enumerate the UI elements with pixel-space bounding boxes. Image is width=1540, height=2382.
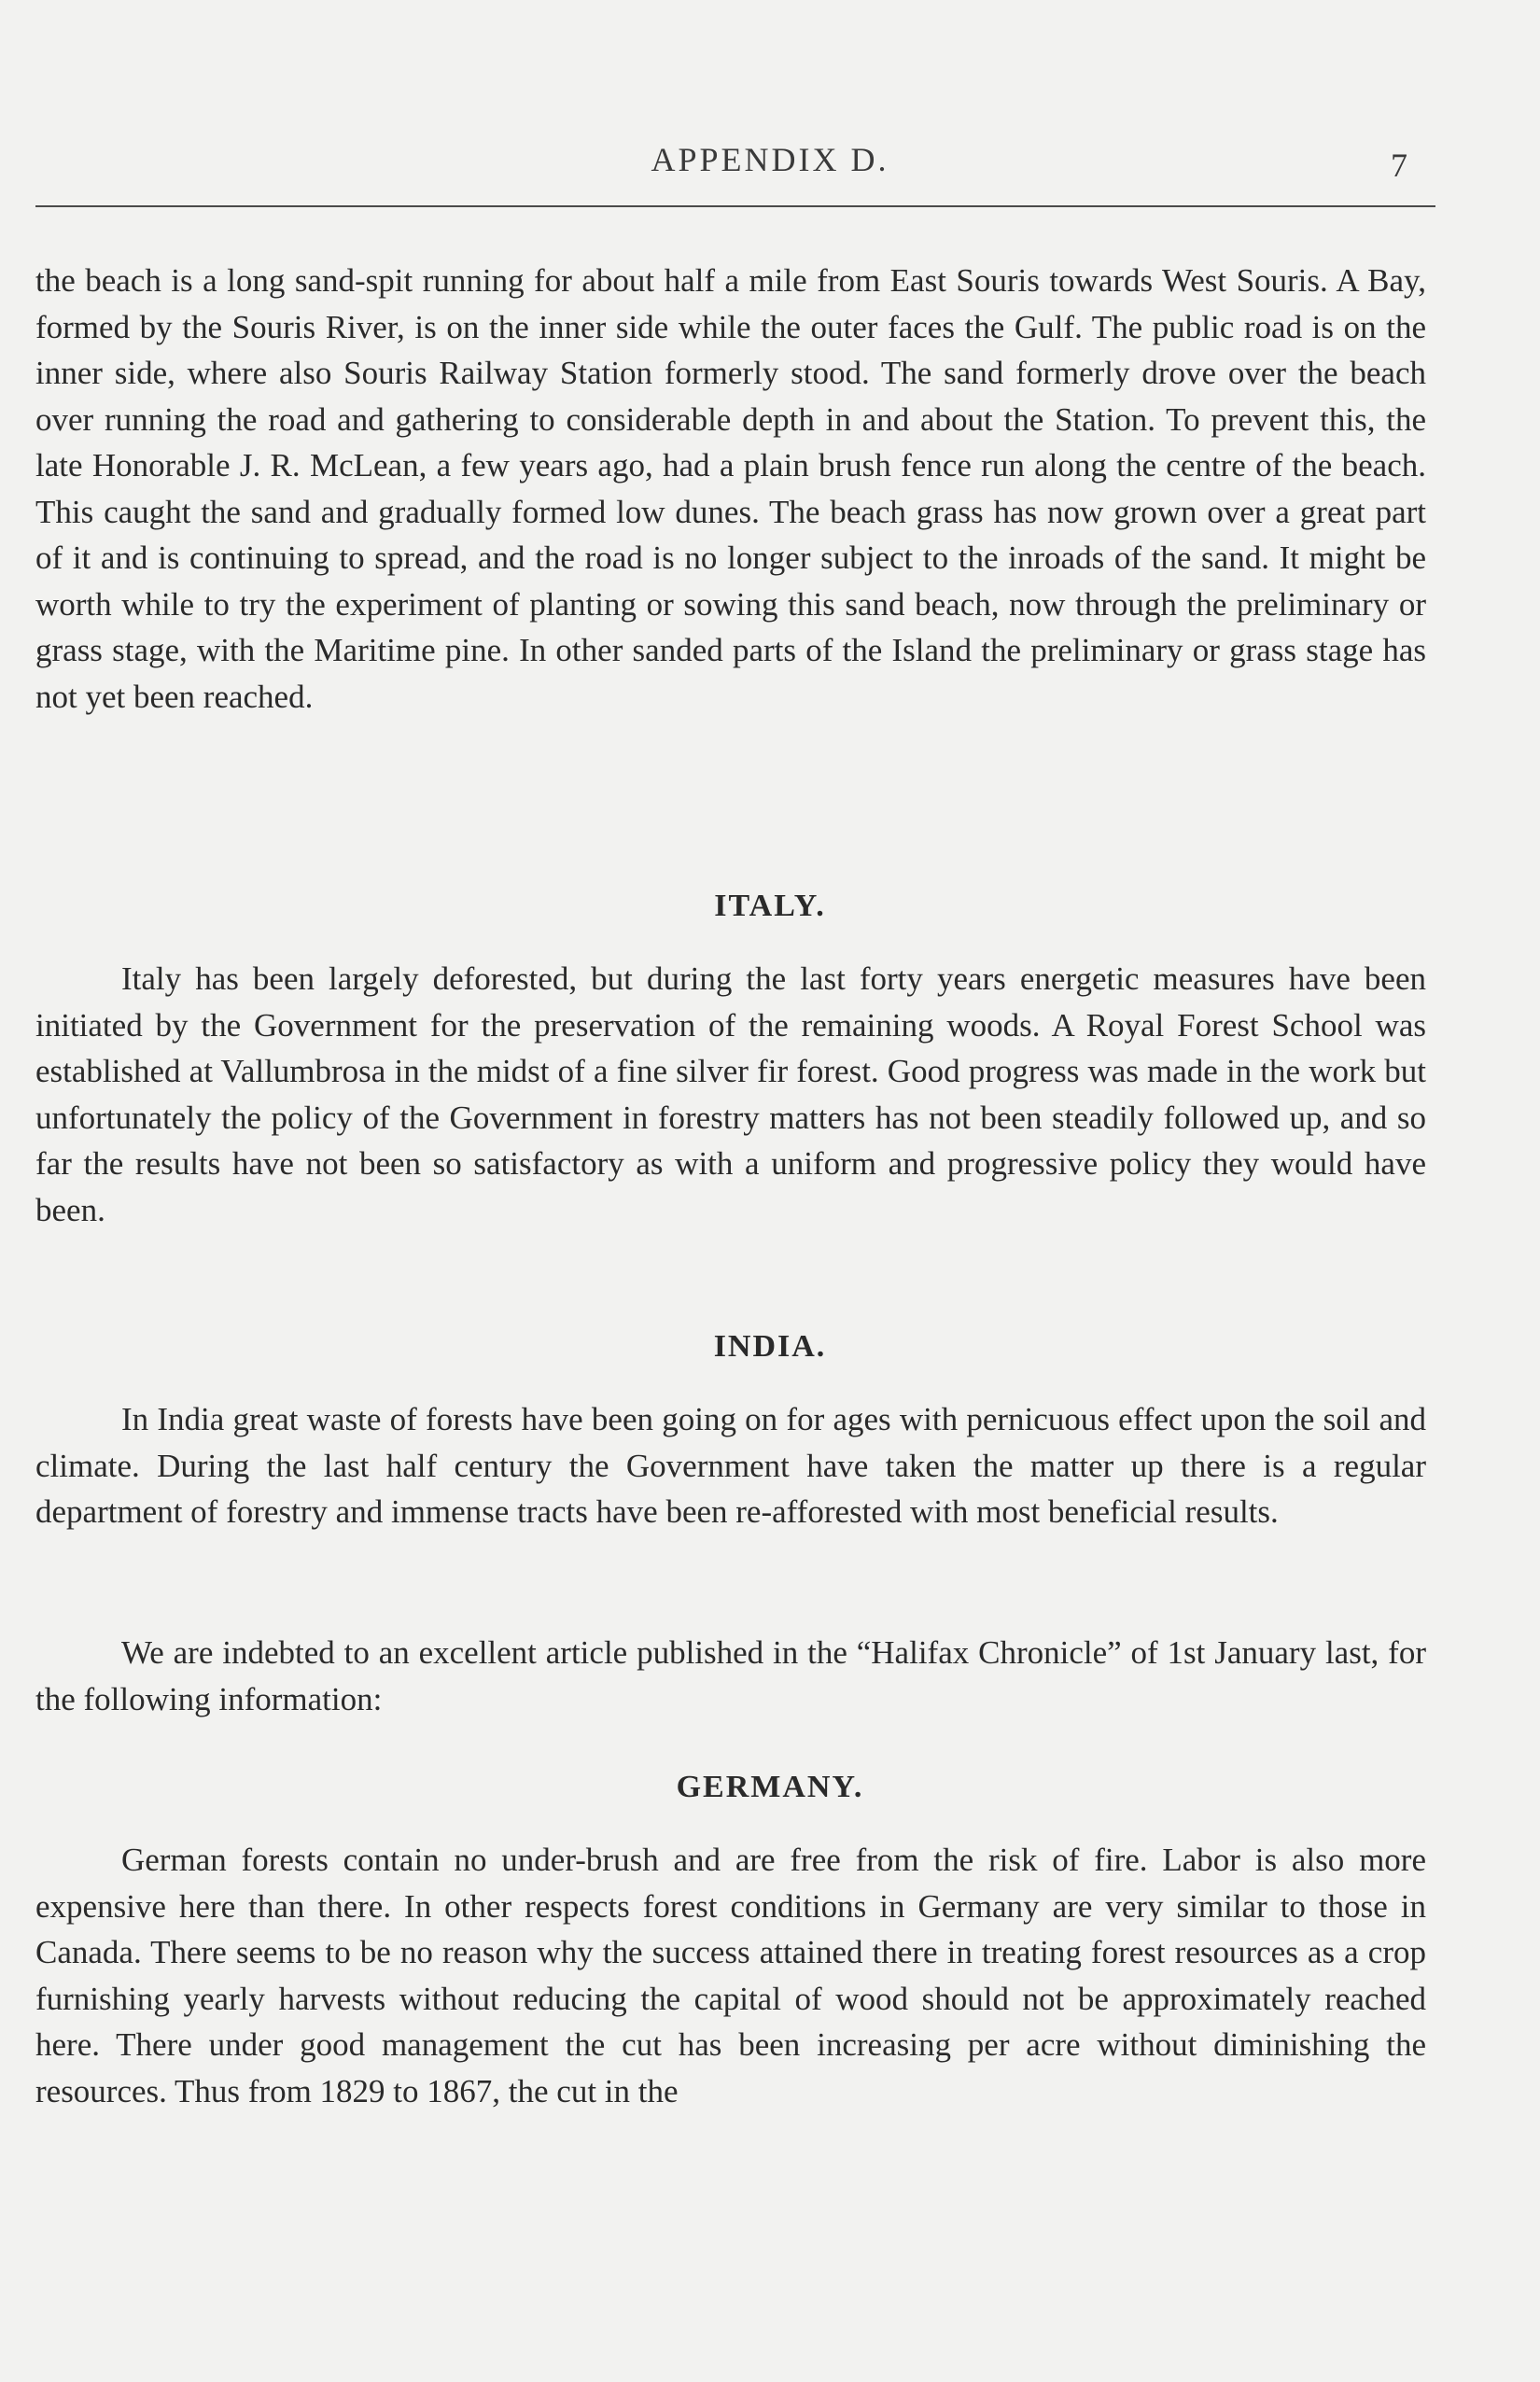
paragraph-beach: the beach is a long sand-spit running for about half a mile from East Souris towards West Souris. A Bay, formed by the Souris River, is on the inner side while the outer faces the Gulf. The public road is on the inner side, where also Souris Railway Station formerly stood. The sand formerly drove over the beach over running the road and gathering to considerable depth in and about the Station. To prevent this, the late Honorable J. R. McLean, a few years ago, had a plain brush fence run along the centre of the beach. This caught the sand and gradually formed low dunes. The beach grass has now grown over a great part of it and is continuing to spread, and the road is no longer subject to the inroads of the sand. It might be worth while to try the experiment of planting or sowing this sand beach, now through the preliminary or grass stage, with the Maritime pine. In other sanded parts of the Island the preliminary or grass stage has not yet been reached. — [35, 262, 1426, 715]
page-number: 7 — [1391, 147, 1407, 184]
paragraph-chronicle-source: We are indebted to an excellent article published in the “Halifax Chronicle” of 1st January last, for the following information: — [35, 1634, 1426, 1717]
paragraph-italy: Italy has been largely deforested, but during the last forty years energetic measures have been initiated by the Government for the preservation of the remaining woods. A Royal Forest School was established at Vallumbrosa in the midst of a fine silver fir forest. Good progress was made in the work but unfortunately the policy of the Government in forestry matters has not been steadily followed up, and so far the results have not been so satisfactory as with a uniform and progressive policy they would have been. — [35, 960, 1426, 1228]
paragraph-india: In India great waste of forests have been going on for ages with pernicuous effect upon the soil and climate. During the last half century the Government have taken the matter up there is a regular department of forestry and immense tracts have been re-afforested with most beneficial results. — [35, 1401, 1426, 1530]
heading-italy: ITALY. — [714, 889, 826, 923]
header-rule — [35, 205, 1435, 207]
heading-india: INDIA. — [713, 1329, 827, 1364]
paragraph-germany: German forests contain no under-brush and are free from the risk of fire. Labor is also more expensive here than there. In other respects forest conditions in Germany are very similar to those in Canada. There seems to be no reason why the success attained there in treating forest resources as a crop furnishing yearly harvests without reducing the capital of wood should not be approximately reached here. There under good management the cut has been increasing per acre without diminishing the resources. Thus from 1829 to 1867, the cut in the — [35, 1842, 1426, 2109]
running-title: APPENDIX D. — [651, 141, 889, 178]
heading-germany: GERMANY. — [676, 1770, 864, 1804]
